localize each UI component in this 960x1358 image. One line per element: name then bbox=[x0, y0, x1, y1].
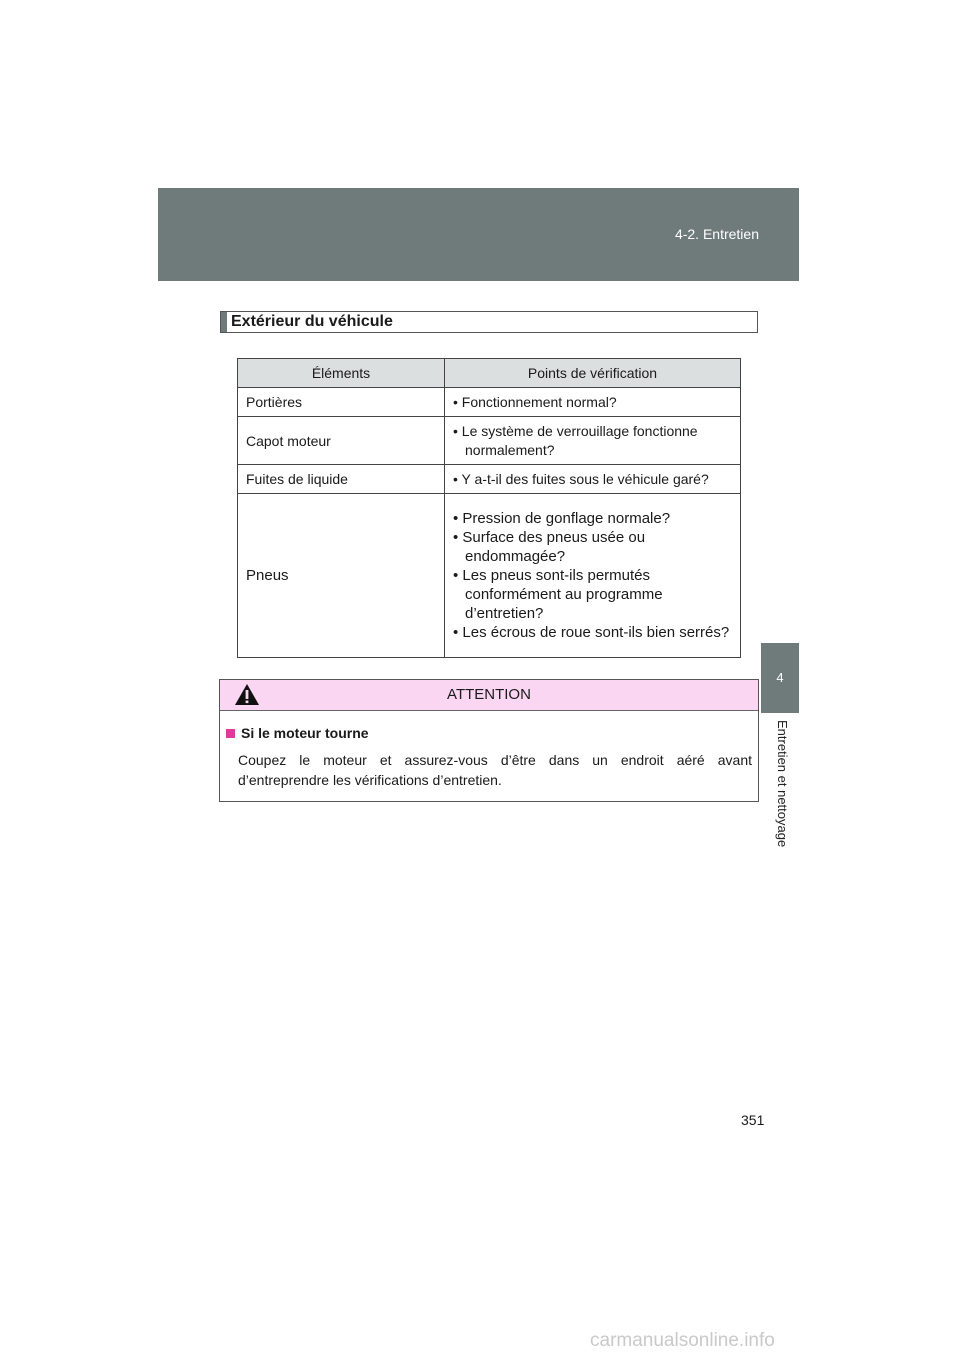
table-cell-checks bbox=[445, 494, 741, 658]
chapter-tab-label: Entretien et nettoyage bbox=[775, 720, 790, 848]
header-band bbox=[158, 188, 799, 281]
table-cell-item: Fuites de liquide bbox=[238, 465, 445, 494]
check-item: • Les pneus sont-ils permutés conformément au programme d’entretien? bbox=[453, 567, 663, 622]
table-row bbox=[238, 465, 741, 494]
check-item: • Surface des pneus usée ou endommagée? bbox=[453, 529, 646, 565]
table-cell-checks bbox=[445, 417, 741, 465]
warning-header bbox=[220, 680, 758, 711]
warning-triangle-icon bbox=[234, 683, 260, 706]
table-row bbox=[238, 417, 741, 465]
bullet-square-icon bbox=[226, 729, 235, 738]
section-title: Extérieur du véhicule bbox=[220, 311, 758, 333]
check-item: • Le système de verrouillage fonctionne normalement? bbox=[453, 422, 698, 458]
warning-body: Coupez le moteur et assurez-vous d’être dans un endroit aéré avant d’entreprendre les vérifications d’entretien. bbox=[238, 752, 752, 788]
table-header: Éléments bbox=[238, 359, 445, 388]
check-item: • Les écrous de roue sont-ils bien serrés? bbox=[453, 624, 730, 641]
table-cell-item: Portières bbox=[238, 388, 445, 417]
table-header: Points de vérification bbox=[445, 359, 741, 388]
check-item: • Fonctionnement normal? bbox=[453, 393, 617, 410]
table-row bbox=[238, 388, 741, 417]
warning-subtitle bbox=[226, 725, 758, 741]
table-cell-checks bbox=[445, 465, 741, 494]
check-item: • Y a-t-il des fuites sous le véhicule garé? bbox=[453, 470, 709, 487]
warning-title: ATTENTION bbox=[447, 686, 531, 703]
table-row bbox=[238, 494, 741, 658]
watermark: carmanualsonline.info bbox=[590, 1330, 775, 1351]
table-cell-item: Capot moteur bbox=[238, 417, 445, 465]
warning-subtitle-text: Si le moteur tourne bbox=[241, 725, 369, 741]
table-cell-checks bbox=[445, 388, 741, 417]
check-item: • Pression de gonflage normale? bbox=[453, 510, 671, 527]
section-label: 4-2. Entretien bbox=[674, 226, 759, 242]
page-number: 351 bbox=[741, 1112, 765, 1128]
table-cell-item: Pneus bbox=[238, 494, 445, 658]
chapter-tab: 4 bbox=[761, 643, 799, 713]
checks-table bbox=[237, 358, 741, 658]
warning-box bbox=[219, 679, 759, 802]
